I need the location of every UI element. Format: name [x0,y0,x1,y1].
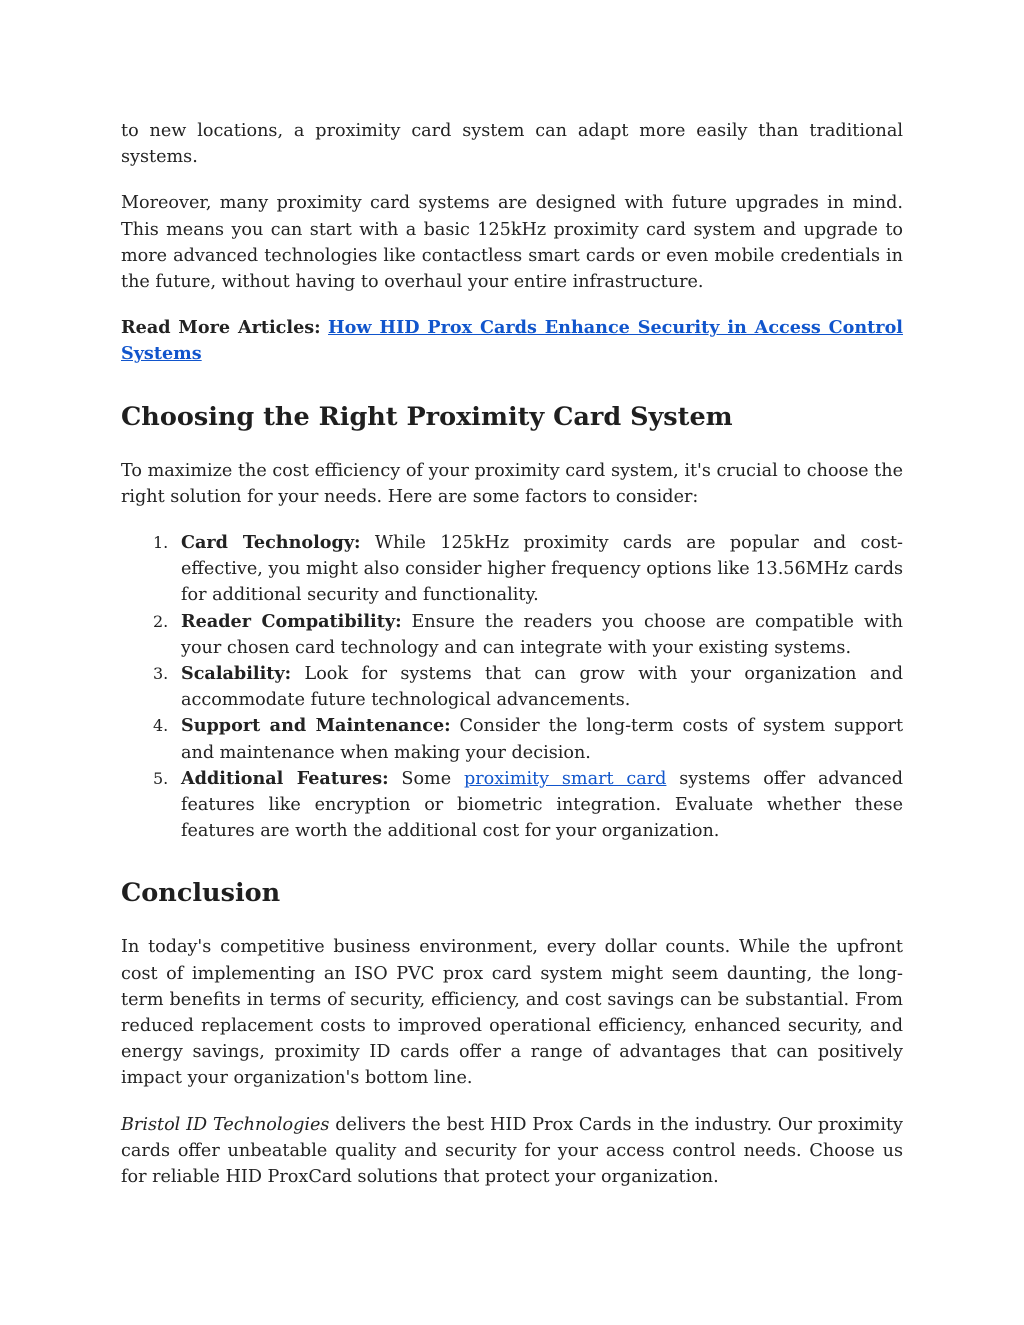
list-item-text: While 125kHz proximity cards are popular and cost-effective, you might also consider higher frequency options like 13.56MHz cards for additional security and functionality. [181,533,903,606]
list-item-text: Some [388,768,464,789]
list-item-title: Support and Maintenance: [181,715,451,737]
company-description: delivers the best HID Prox Cards in the industry. Our proximity cards offer unbeatable quality and security for your access control needs. Choose us for reliable HID ProxCard solutions that protect your organization. [121,1114,903,1188]
list-item-text: Consider the long-term costs of system support and maintenance when making your decision. [181,716,904,763]
factors-list-container [121,530,903,844]
read-more-label: Read More Articles: [121,317,321,339]
list-item-text: systems offer advanced features like encryption or biometric integration. Evaluate whether these features are worth the additional cost for your organization. [181,768,903,842]
list-item-title: Additional Features: [181,767,389,789]
list-number: 3. [153,664,169,684]
paragraph-continuation: to new locations, a proximity card system can adapt more easily than traditional systems. [121,121,903,168]
list-item-text: Ensure the readers you choose are compatible with your chosen card technology and can integrate with your existing systems. [181,611,903,658]
company-name: Bristol ID Technologies [121,1114,330,1135]
list-item-text: Look for systems that can grow with your organization and accommodate future technological advancements. [181,664,903,711]
list-number: 5. [153,768,169,788]
list-item-title: Reader Compatibility: [181,610,402,632]
list-item [121,713,903,765]
read-more-line [121,315,903,367]
list-item-title: Card Technology: [181,532,361,554]
list-number: 2. [153,611,169,631]
document-page [121,118,903,1190]
proximity-smart-card-link[interactable]: proximity smart card [463,768,667,789]
list-number: 1. [153,533,169,553]
list-item [121,766,903,845]
heading-conclusion: Conclusion [121,878,281,909]
list-number: 4. [153,716,169,736]
read-more-article-link[interactable]: How HID Prox Cards Enhance Security in Access Control Systems [121,317,903,365]
paragraph-conclusion: In today's competitive business environment, every dollar counts. While the upfront cost of implementing an ISO PVC prox card system might seem daunting, the long-term benefits in terms of security, efficiency, and cost savings can be substantial. From reduced replacement costs to improved operational efficiency, enhanced security, and energy savings, proximity ID cards offer a range of advantages that can positively impact your organization's bottom line. [121,937,903,1089]
list-item [121,530,903,609]
paragraph-future-upgrades: Moreover, many proximity card systems are designed with future upgrades in mind. This means you can start with a basic 125kHz proximity card system and upgrade to more advanced technologies like contactless smart cards or even mobile credentials in the future, without having to overhaul your entire infrastructure. [121,193,903,293]
list-item-title: Scalability: [181,663,292,685]
list-item [121,661,903,713]
factors-list [121,530,903,844]
paragraph-choosing-intro: To maximize the cost efficiency of your proximity card system, it's crucial to choose the right solution for your needs. Here are some factors to consider: [121,460,903,507]
paragraph-company [121,1112,903,1191]
heading-choosing-system: Choosing the Right Proximity Card System [121,401,733,432]
list-item [121,609,903,661]
